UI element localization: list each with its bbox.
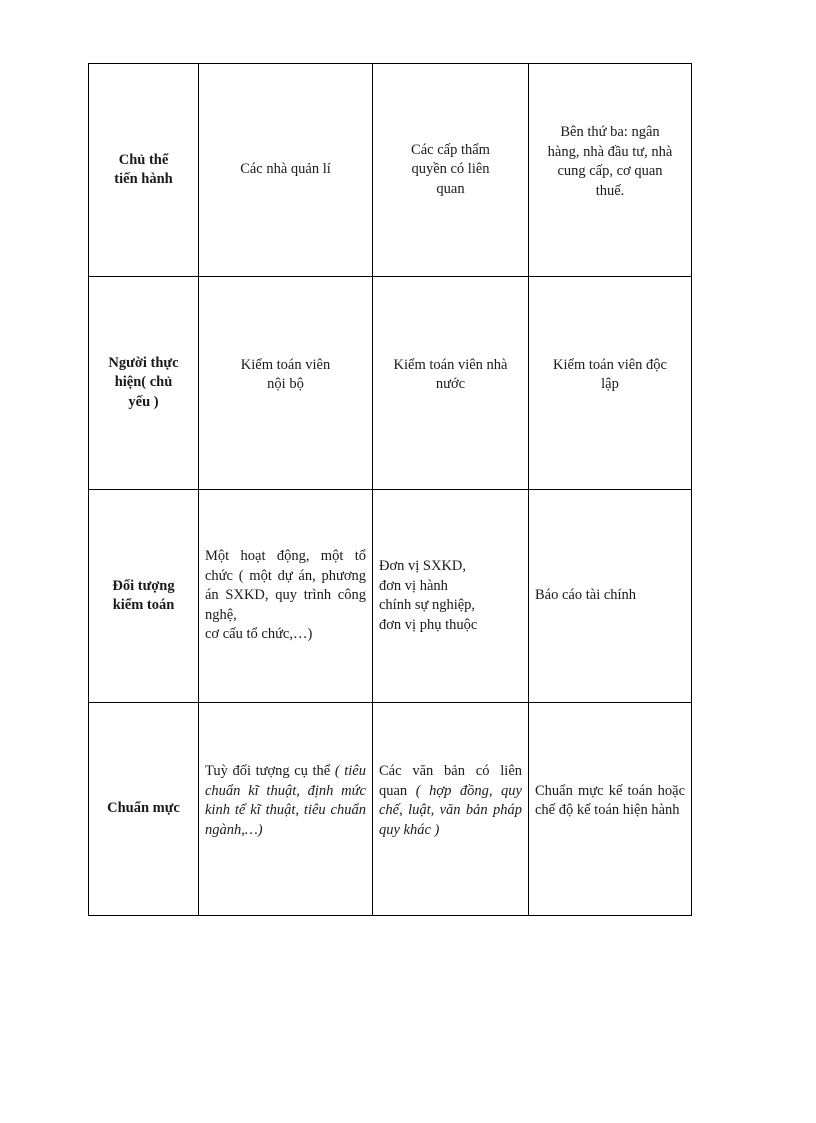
cell-standard-independent: Chuẩn mực kế toán hoặc chế độ kế toán hiện hành — [529, 703, 692, 916]
row-header-performer: Người thực hiện( chủ yếu ) — [89, 277, 199, 490]
cell-subject-state: Các cấp thẩm quyền có liên quan — [373, 64, 529, 277]
table-row-standard — [89, 703, 692, 916]
row-header-object: Đối tượng kiểm toán — [89, 490, 199, 703]
cell-performer-internal: Kiểm toán viên nội bộ — [199, 277, 373, 490]
cell-object-independent: Báo cáo tài chính — [529, 490, 692, 703]
cell-object-internal: Một hoạt động, một tổ chức ( một dự án, phương án SXKD, quy trình công nghệ, cơ cấu tổ chức,…) — [199, 490, 373, 703]
cell-performer-state: Kiểm toán viên nhà nước — [373, 277, 529, 490]
cell-standard-internal: Tuỳ đối tượng cụ thể ( tiêu chuẩn kĩ thuật, định mức kinh tế kĩ thuật, tiêu chuẩn ngành,…) — [199, 703, 373, 916]
cell-subject-independent: Bên thứ ba: ngân hàng, nhà đầu tư, nhà cung cấp, cơ quan thuế. — [529, 64, 692, 277]
cell-performer-independent: Kiểm toán viên độc lập — [529, 277, 692, 490]
cell-subject-internal: Các nhà quản lí — [199, 64, 373, 277]
cell-object-state: Đơn vị SXKD, đơn vị hành chính sự nghiệp, đơn vị phụ thuộc — [373, 490, 529, 703]
comparison-table — [88, 63, 692, 916]
table-row-subject — [89, 64, 692, 277]
cell-standard-state: Các văn bản có liên quan ( hợp đồng, quy chế, luật, văn bản pháp quy khác ) — [373, 703, 529, 916]
table-row-object — [89, 490, 692, 703]
table-row-performer — [89, 277, 692, 490]
row-header-subject: Chủ thể tiến hành — [89, 64, 199, 277]
row-header-standard: Chuẩn mực — [89, 703, 199, 916]
